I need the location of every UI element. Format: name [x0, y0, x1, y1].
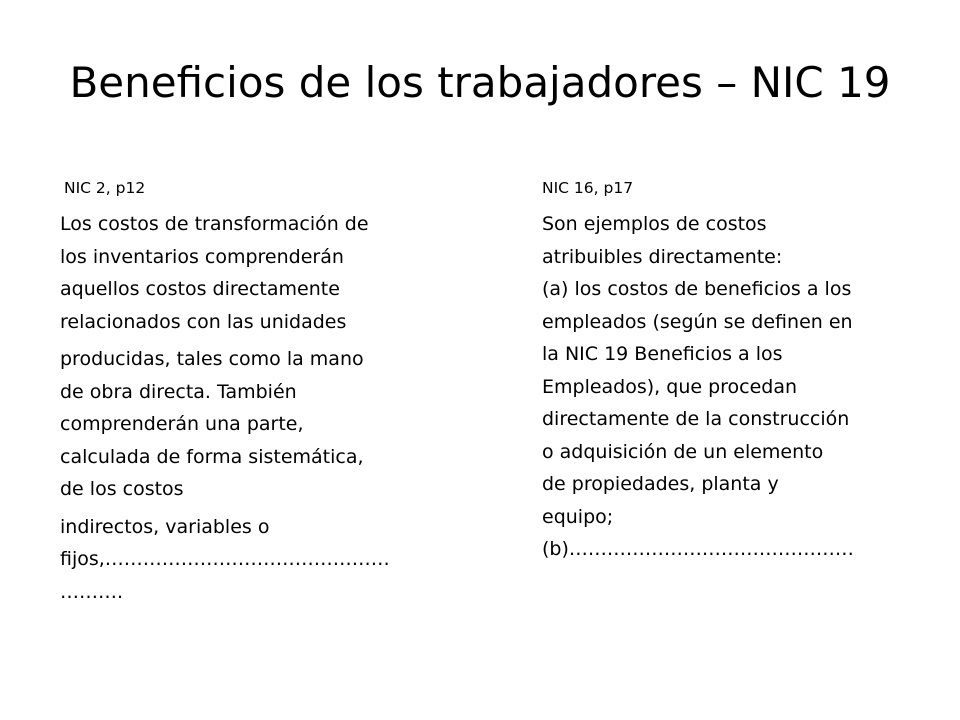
right-reference-heading: NIC 16, p17 — [542, 179, 634, 197]
left-paragraph-1: Los costos de transformación de los inventarios comprenderán aquellos costos directamente relacionados con las unidades — [60, 213, 369, 333]
left-reference-heading: NIC 2, p12 — [64, 179, 146, 197]
left-paragraph-2: producidas, tales como la mano de obra directa. También comprenderán una parte, calculada de forma sistemática, de los costos — [60, 348, 364, 500]
right-paragraph: Son ejemplos de costos atribuibles directamente: (a) los costos de beneficios a los empleados (según se definen en la NIC 19 Beneficios a los Empleados), que procedan directamente de la construcción o adquisición de un elemento de propiedades, planta y equipo; (b)……………………………………… — [542, 213, 854, 560]
left-column — [60, 178, 420, 608]
slide-title: Beneficios de los trabajadores – NIC 19 — [69, 58, 891, 107]
left-paragraph-3: indirectos, variables o fijos,……………………………………… ………. — [60, 515, 390, 603]
right-column — [542, 178, 912, 566]
